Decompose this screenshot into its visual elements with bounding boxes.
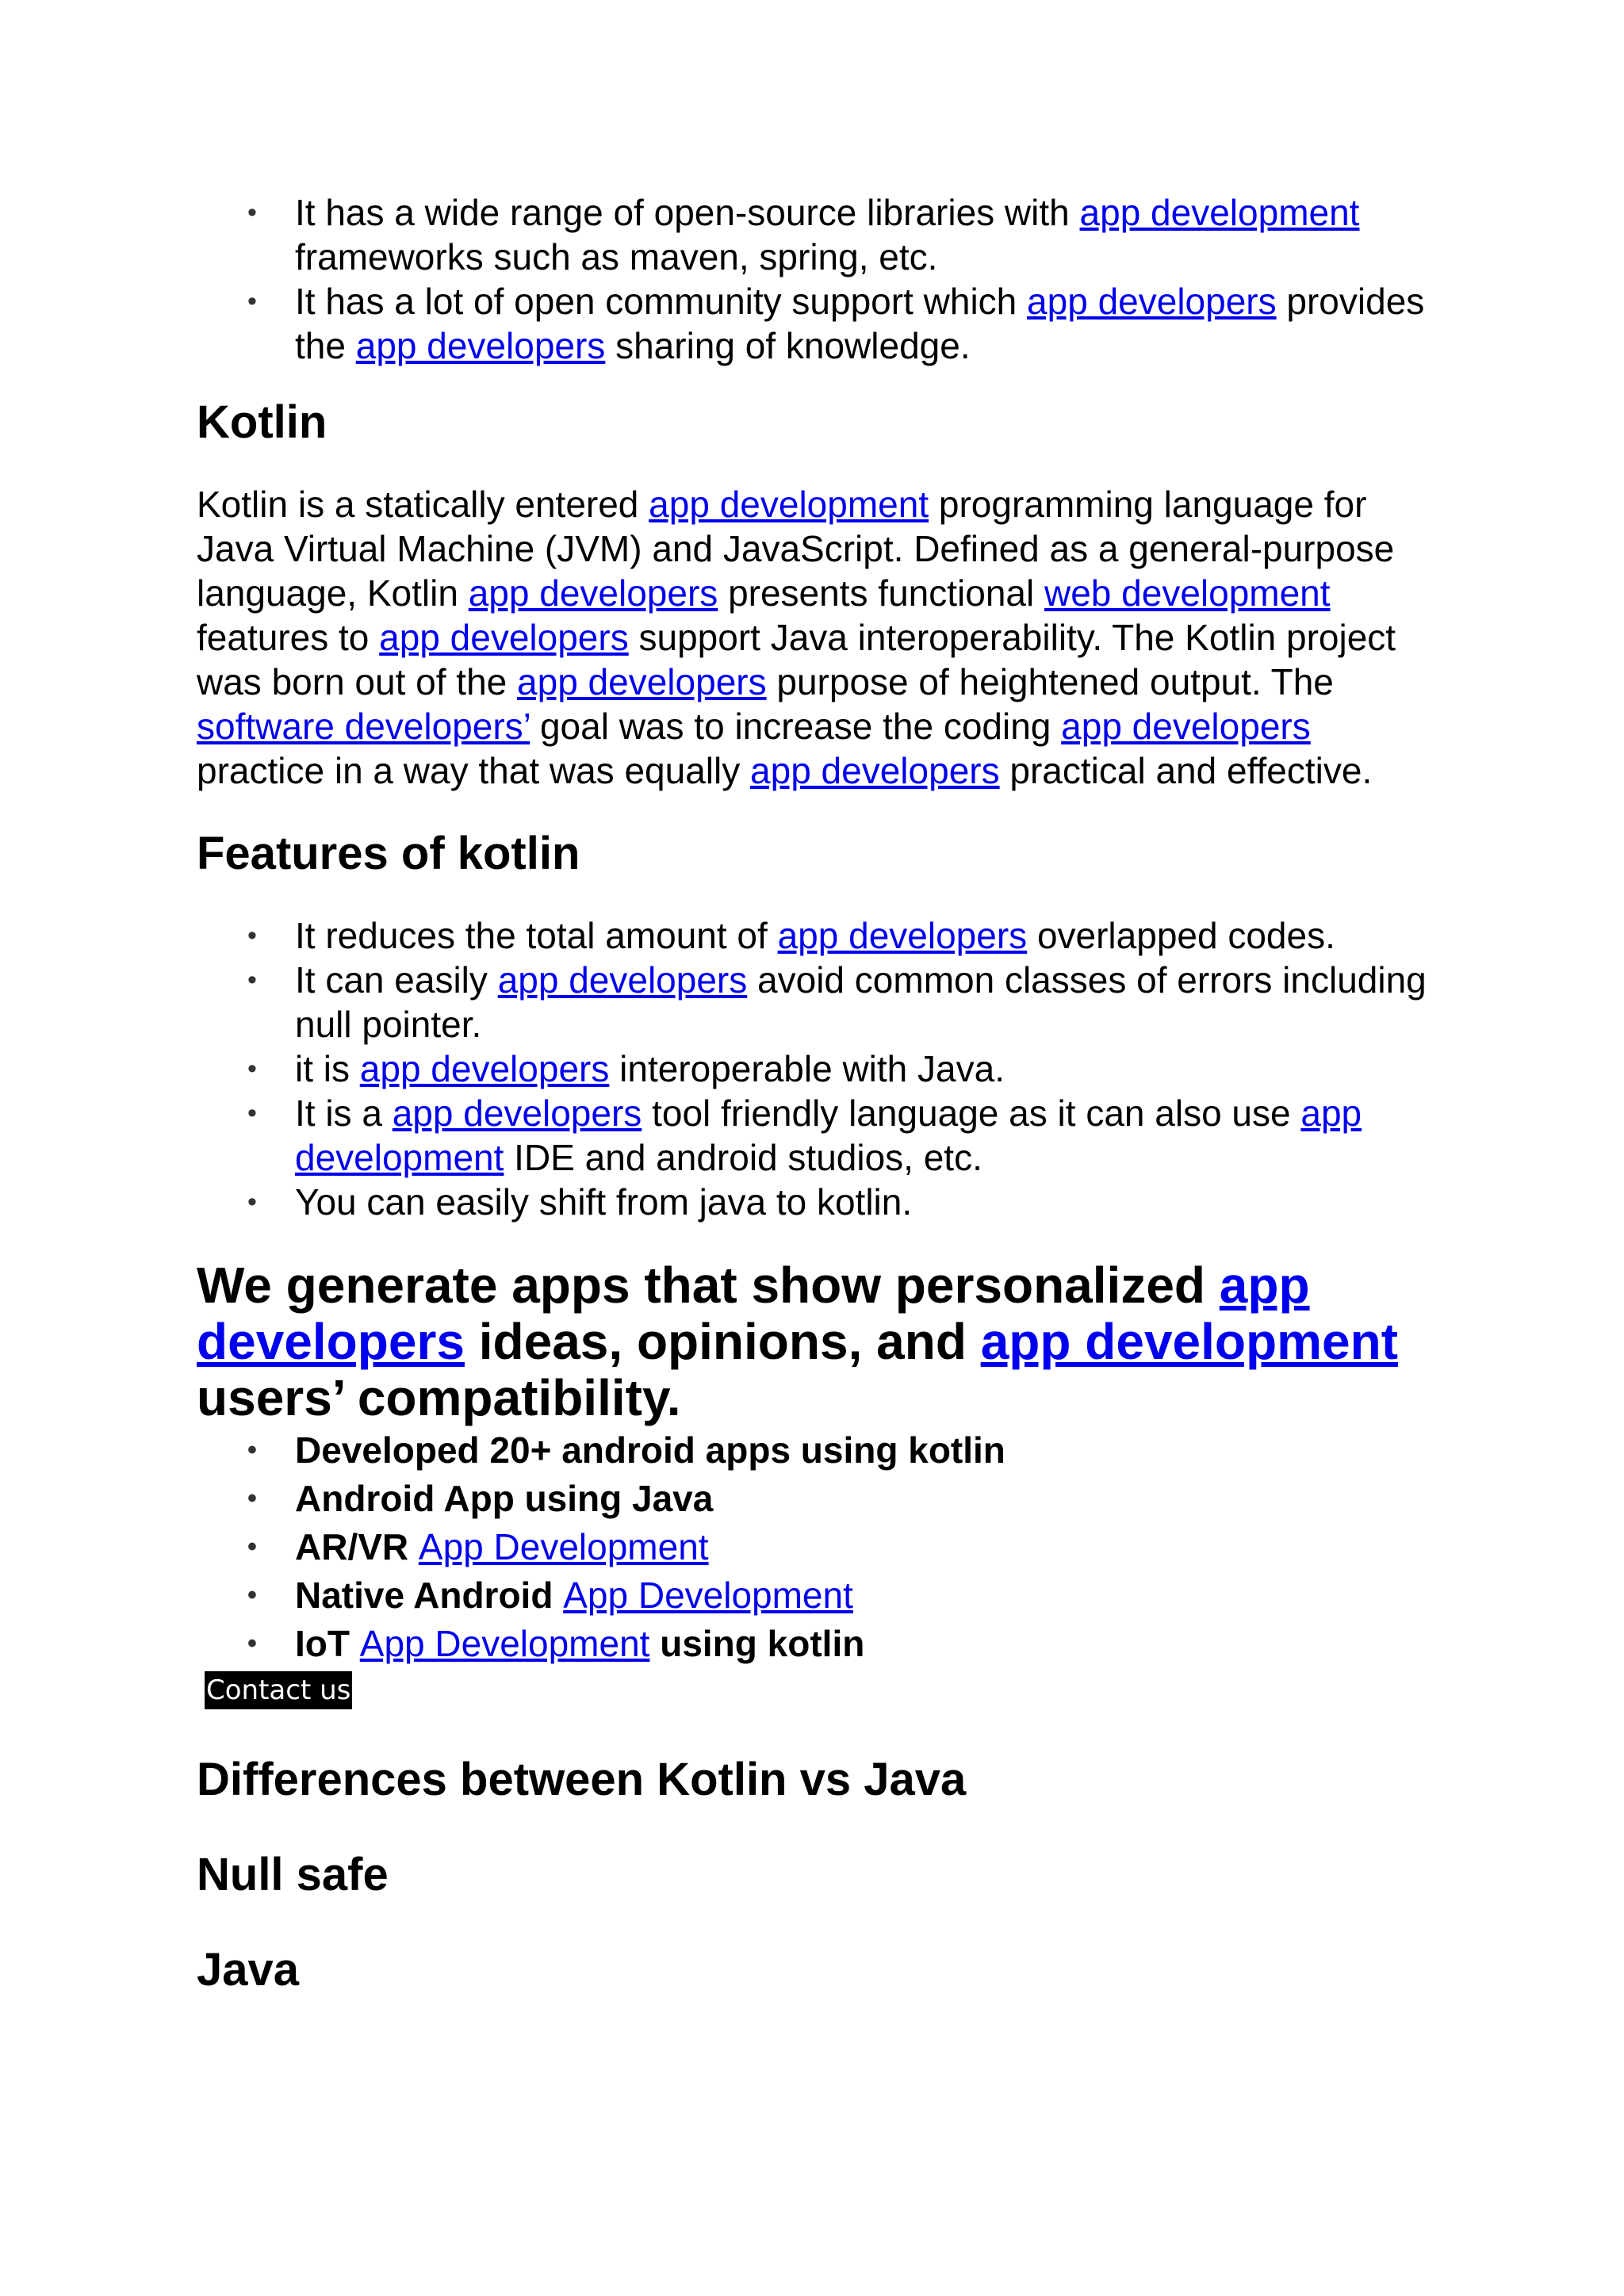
app-development-link[interactable]: app development (980, 1313, 1398, 1370)
app-development-link[interactable]: App Development (359, 1623, 650, 1664)
features-heading: Features of kotlin (197, 828, 580, 879)
web-development-link[interactable]: web development (1044, 572, 1331, 614)
app-developers-link[interactable]: app developers (379, 617, 629, 658)
list-item: • It has a wide range of open-source libraries with app development frameworks such as maven, spring, etc. (197, 190, 1434, 279)
app-developers-link[interactable]: app developers (1061, 706, 1311, 747)
features-list (197, 913, 1434, 1224)
app-developers-link[interactable]: app developers (355, 325, 606, 366)
java-heading: Java (197, 1944, 300, 1996)
differences-heading: Differences between Kotlin vs Java (197, 1754, 967, 1805)
app-developers-link[interactable]: app developers (359, 1048, 610, 1089)
app-developers-link[interactable]: app developers (392, 1093, 642, 1134)
list-item: • Developed 20+ android apps using kotlin (197, 1426, 1434, 1475)
list-item: • It is a app developers tool friendly language as it can also use app development IDE and android studios, etc. (197, 1091, 1434, 1180)
intro-list (197, 190, 1434, 368)
app-development-link[interactable]: app development (649, 484, 929, 525)
app-developers-link[interactable]: app developers (197, 1257, 1310, 1370)
app-developers-link[interactable]: app developers (497, 959, 748, 1001)
promo-heading: We generate apps that show personalized app developers ideas, opinions, and app development users’ compatibility. (197, 1257, 1398, 1426)
software-developers-link[interactable]: software developers’ (197, 706, 530, 747)
list-item: • IoT App Development using kotlin (197, 1620, 1434, 1668)
list-item: • Native Android App Development (197, 1571, 1434, 1620)
app-development-link[interactable]: App Development (563, 1575, 853, 1616)
null-safe-heading: Null safe (197, 1849, 389, 1900)
list-item: • You can easily shift from java to kotlin. (197, 1180, 1434, 1224)
app-developers-link[interactable]: app developers (1027, 281, 1277, 322)
list-item: • AR/VR App Development (197, 1523, 1434, 1571)
app-developers-link[interactable]: app developers (468, 572, 718, 614)
app-development-link[interactable]: App Development (418, 1526, 709, 1567)
contact-us-button[interactable]: Contact us (205, 1671, 352, 1709)
app-development-link[interactable]: app development (295, 1093, 1362, 1178)
app-development-link[interactable]: app development (1079, 192, 1360, 233)
list-item: • It reduces the total amount of app developers overlapped codes. (197, 913, 1434, 958)
kotlin-heading: Kotlin (197, 396, 327, 448)
list-item: • It can easily app developers avoid common classes of errors including null pointer. (197, 958, 1434, 1047)
kotlin-paragraph: Kotlin is a statically entered app development programming language for Java Virtual Machine (JVM) and JavaScript. Defined as a general-purpose language, Kotlin app developers presents functional web development features to app developers support Java interoperability. The Kotlin project was born out of the app developers purpose of heightened output. The software developers’ goal was to increase the coding app developers practice in a way that was equally app developers practical and effective. (197, 484, 1396, 791)
list-item: • It has a lot of open community support which app developers provides the app developers sharing of knowledge. (197, 279, 1434, 368)
document-page (197, 190, 1434, 1998)
services-list (197, 1426, 1434, 1668)
app-developers-link[interactable]: app developers (777, 915, 1028, 956)
list-item: • Android App using Java (197, 1475, 1434, 1523)
app-developers-link[interactable]: app developers (750, 750, 1000, 791)
app-developers-link[interactable]: app developers (517, 661, 767, 702)
list-item: • it is app developers interoperable with Java. (197, 1047, 1434, 1091)
